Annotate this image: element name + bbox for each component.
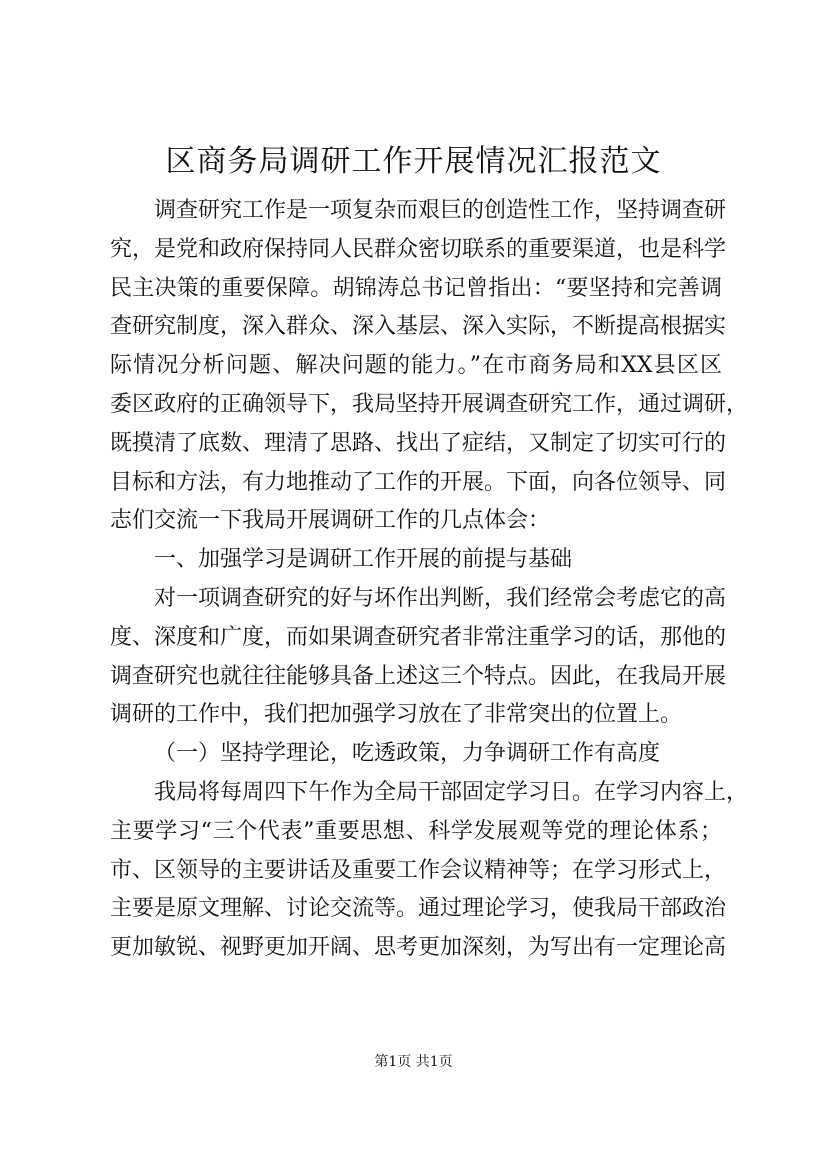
body-line: 对一项调查研究的好与坏作出判断，我们经常会考虑它的高 — [154, 585, 727, 611]
body-line: 调查研究工作是一项复杂而艰巨的创造性工作，坚持调查研 — [154, 198, 727, 223]
body-line: 更加敏锐、视野更加开阔、思考更加深刻，为写出有一定理论高 — [110, 935, 727, 961]
body-line: 委区政府的正确领导下，我局坚持开展调查研究工作，通过调研， — [110, 391, 749, 417]
body-line: 目标和方法，有力地推动了工作的开展。下面，向各位领导、同 — [110, 469, 727, 495]
body-line: 度、深度和广度，而如果调查研究者非常注重学习的话，那他的 — [110, 624, 727, 650]
body-line: 既摸清了底数、理清了思路、找出了症结，又制定了切实可行的 — [110, 430, 727, 456]
body-line: 查研究制度，深入群众、深入基层、深入实际，不断提高根据实 — [110, 314, 727, 340]
body-line: 市、区领导的主要讲话及重要工作会议精神等；在学习形式上， — [110, 857, 727, 883]
body-line: 我局将每周四下午作为全局干部固定学习日。在学习内容上， — [154, 779, 749, 805]
page-footer: 第1页 共1页 — [374, 1054, 453, 1070]
document-body — [110, 192, 749, 968]
body-line: 民主决策的重要保障。胡锦涛总书记曾指出：“要坚持和完善调 — [110, 275, 722, 301]
body-line: 主要学习“三个代表”重要思想、科学发展观等党的理论体系； — [110, 818, 722, 844]
body-line: 际情况分析问题、解决问题的能力。”在市商务局和XX县区区 — [110, 353, 722, 379]
body-line: 志们交流一下我局开展调研工作的几点体会： — [110, 508, 551, 534]
subsection-heading: （一）坚持学理论，吃透政策，力争调研工作有高度 — [154, 741, 661, 767]
body-line: 究，是党和政府保持同人民群众密切联系的重要渠道，也是科学 — [110, 236, 727, 262]
document-title: 区商务局调研工作开展情况汇报范文 — [165, 144, 662, 179]
section-heading: 一、加强学习是调研工作开展的前提与基础 — [154, 547, 573, 573]
body-line: 调查研究也就往往能够具备上述这三个特点。因此，在我局开展 — [110, 663, 727, 689]
body-line: 调研的工作中，我们把加强学习放在了非常突出的位置上。 — [110, 702, 683, 728]
body-line: 主要是原文理解、讨论交流等。通过理论学习，使我局干部政治 — [110, 896, 727, 922]
